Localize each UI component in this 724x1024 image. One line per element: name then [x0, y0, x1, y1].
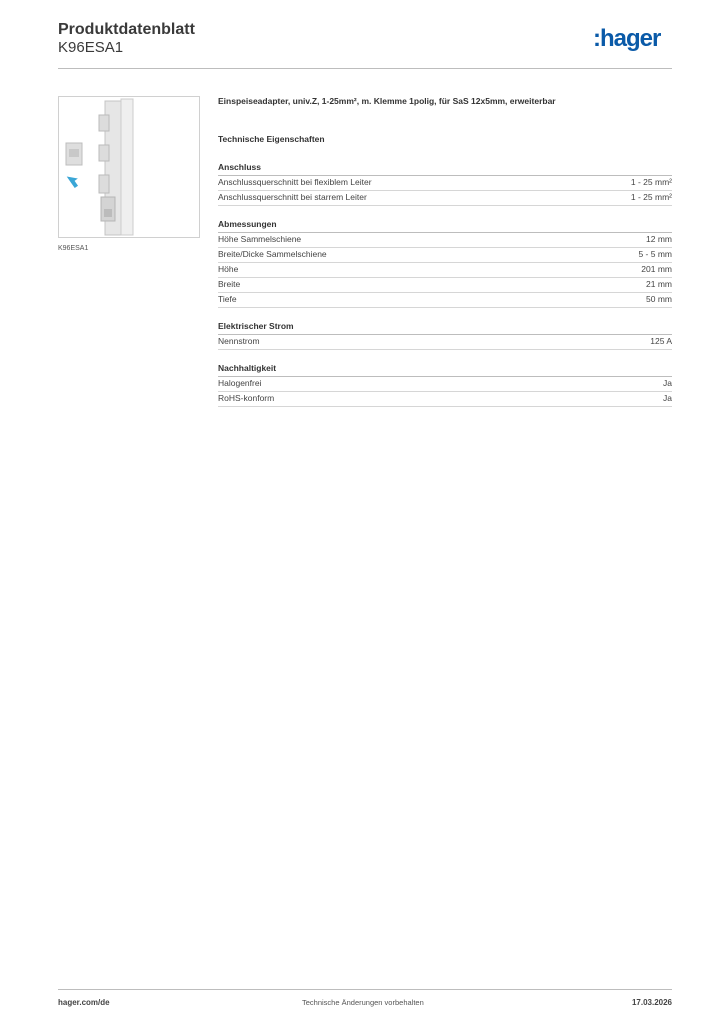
row-label: Höhe Sammelschiene — [218, 234, 302, 244]
row-value: Ja — [663, 393, 672, 403]
table-row — [218, 176, 672, 191]
image-caption: K96ESA1 — [58, 245, 89, 252]
group-nachhaltigkeit — [218, 363, 672, 407]
product-code: K96ESA1 — [58, 39, 124, 56]
row-value: 1 - 25 mm² — [630, 192, 672, 202]
footer-notice: Technische Änderungen vorbehalten — [302, 998, 424, 1007]
footer-divider — [58, 989, 672, 990]
row-label: Anschlussquerschnitt bei starrem Leiter — [218, 192, 367, 202]
logo-colon-icon: : — [593, 25, 600, 52]
table-row — [218, 191, 672, 206]
row-label: Tiefe — [218, 294, 237, 304]
row-value: 5 - 5 mm — [638, 249, 672, 259]
row-label: Höhe — [218, 264, 239, 274]
table-row — [218, 335, 672, 350]
group-anschluss — [218, 162, 672, 206]
header-divider — [58, 68, 672, 69]
product-illustration — [59, 97, 200, 238]
row-value: 12 mm — [646, 234, 672, 244]
arrow-icon — [67, 172, 82, 188]
group-title: Abmessungen — [218, 219, 672, 233]
row-label: RoHS-konform — [218, 393, 275, 403]
section-title: Technische Eigenschaften — [218, 134, 325, 144]
row-value: 125 A — [650, 336, 672, 346]
logo-text: hager — [600, 25, 661, 52]
product-image — [58, 96, 200, 238]
product-description: Einspeiseadapter, univ.Z, 1-25mm², m. Klemme 1polig, für SaS 12x5mm, erweiterbar — [218, 96, 556, 106]
group-title: Nachhaltigkeit — [218, 363, 672, 377]
row-value: Ja — [663, 378, 672, 388]
row-value: 1 - 25 mm² — [630, 177, 672, 187]
group-title: Elektrischer Strom — [218, 321, 672, 335]
table-row — [218, 263, 672, 278]
group-title: Anschluss — [218, 162, 672, 176]
page-title: Produktdatenblatt — [58, 21, 195, 38]
row-label: Nennstrom — [218, 336, 260, 346]
table-row — [218, 248, 672, 263]
table-row — [218, 392, 672, 407]
group-abmessungen — [218, 219, 672, 308]
table-row — [218, 233, 672, 248]
group-elektrischer-strom — [218, 321, 672, 350]
row-label: Breite — [218, 279, 241, 289]
row-value: 201 mm — [641, 264, 672, 274]
hager-logo — [593, 27, 660, 51]
footer-date: 17.03.2026 — [631, 998, 672, 1007]
row-value: 21 mm — [646, 279, 672, 289]
row-value: 50 mm — [646, 294, 672, 304]
row-label: Halogenfrei — [218, 378, 262, 388]
table-row — [218, 278, 672, 293]
table-row — [218, 293, 672, 308]
row-label: Anschlussquerschnitt bei flexiblem Leiter — [218, 177, 372, 187]
table-row — [218, 377, 672, 392]
row-label: Breite/Dicke Sammelschiene — [218, 249, 327, 259]
spec-content — [218, 96, 672, 420]
footer-website-link[interactable]: hager.com/de — [58, 998, 110, 1007]
